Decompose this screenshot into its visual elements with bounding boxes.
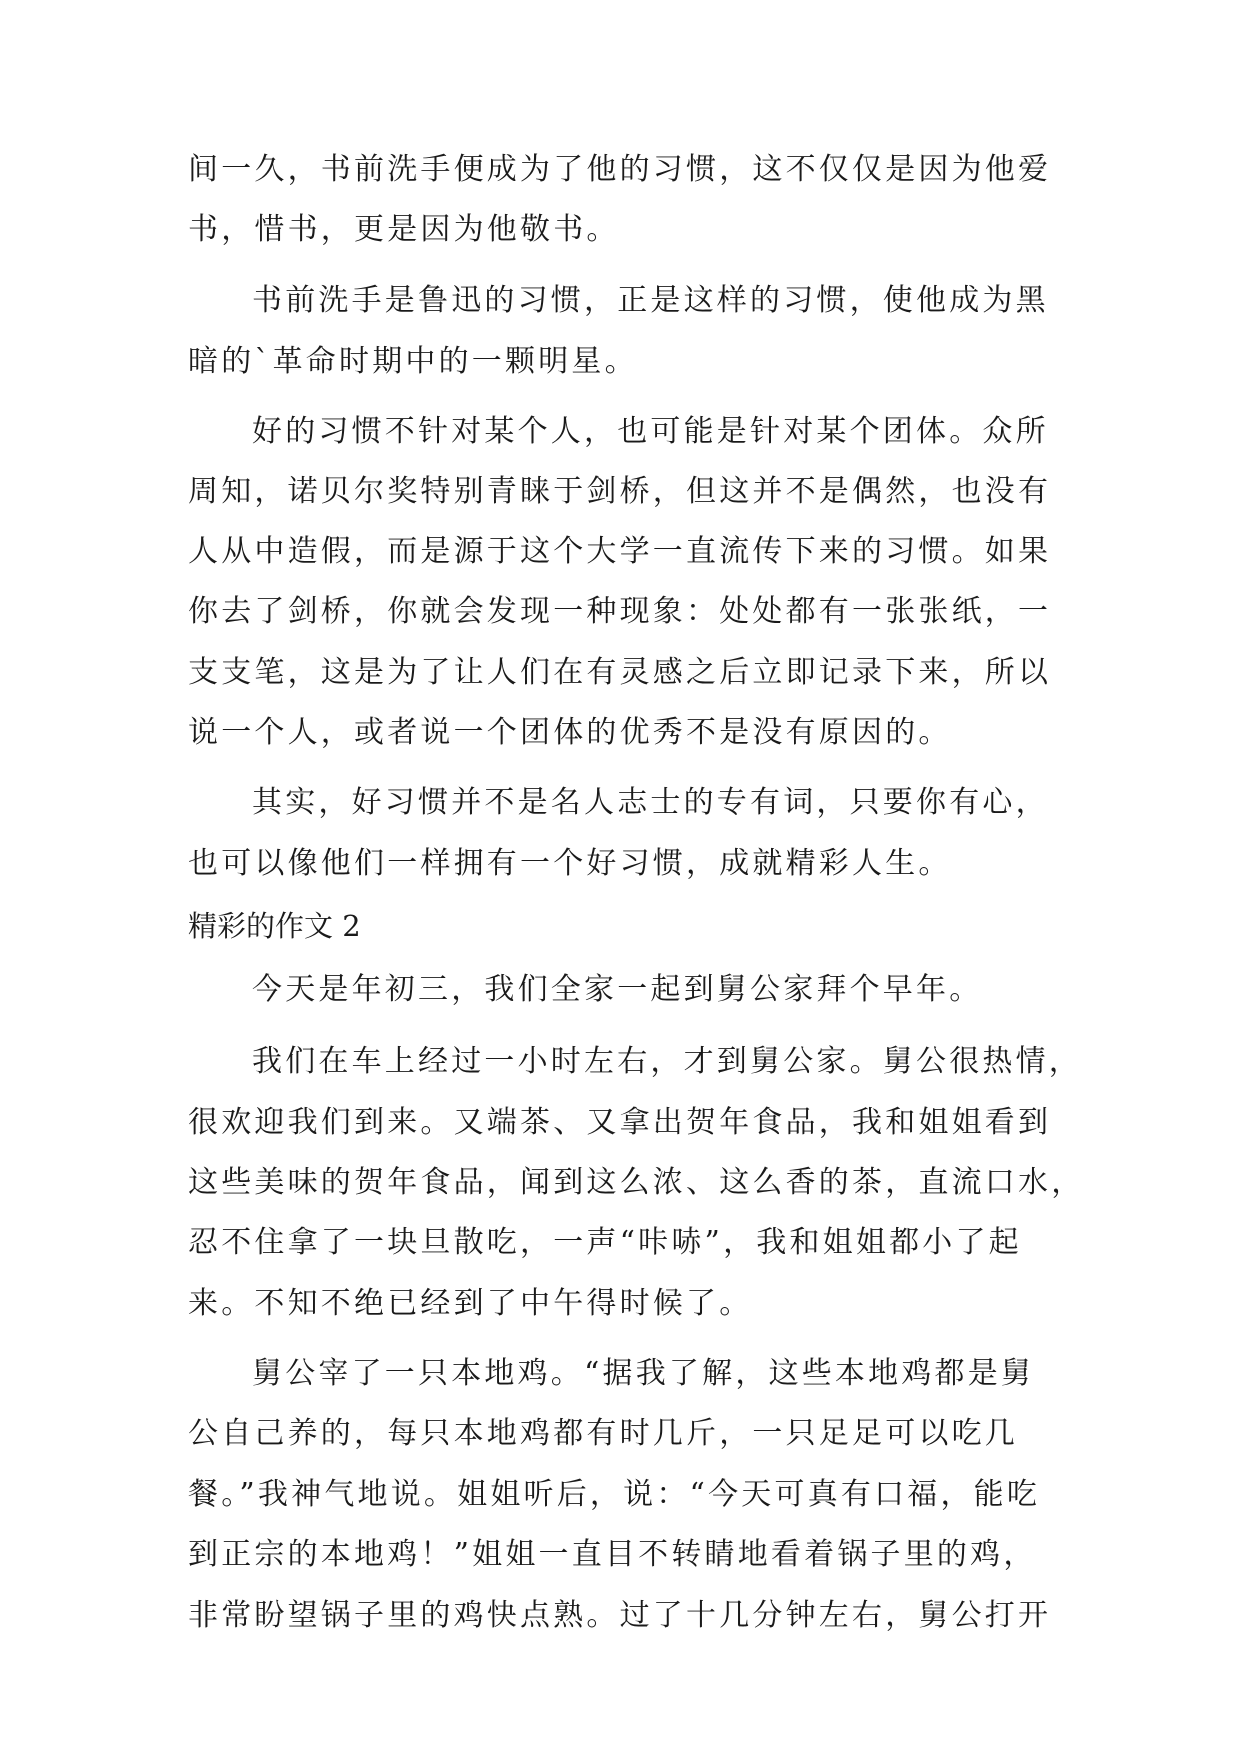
text-line: 人从中造假，而是源于这个大学一直流传下来的习惯。如果 [188,534,1052,569]
text-line: 今天是年初三，我们全家一起到舅公家拜个早年。 [252,972,983,1007]
text-line: 餐。”我神气地说。姐姐听后，说：“今天可真有口福，能吃 [188,1477,1041,1512]
text-line: 到正宗的本地鸡！”姐姐一直目不转睛地看着锅子里的鸡， [188,1537,1037,1572]
text-line: 非常盼望锅子里的鸡快点熟。过了十几分钟左右，舅公打开 [188,1598,1052,1633]
text-line: 你去了剑桥，你就会发现一种现象：处处都有一张张纸，一 [188,594,1052,629]
text-line: 舅公宰了一只本地鸡。“据我了解，这些本地鸡都是舅 [252,1356,1035,1391]
text-line: 也可以像他们一样拥有一个好习惯，成就精彩人生。 [188,846,952,881]
text-line: 这些美味的贺年食品，闻到这么浓、这么香的茶，直流口水， [188,1165,1085,1200]
text-line: 公自己养的，每只本地鸡都有时几斤，一只足足可以吃几 [188,1416,1018,1451]
text-line: 书，惜书，更是因为他敬书。 [188,212,620,247]
text-line: 其实，好习惯并不是名人志士的专有词，只要你有心， [252,785,1049,820]
text-line: 书前洗手是鲁迅的习惯，正是这样的习惯，使他成为黑 [252,283,1049,318]
text-line: 忍不住拿了一块旦散吃，一声“咔哧”，我和姐姐都小了起 [188,1225,1022,1260]
text-line: 好的习惯不针对某个人，也可能是针对某个团体。众所 [252,414,1049,449]
text-line: 暗的`革命时期中的一颗明星。 [188,344,638,379]
text-line: 间一久，书前洗手便成为了他的习惯，这不仅仅是因为他爱 [188,152,1052,187]
text-line: 周知，诺贝尔奖特别青睐于剑桥，但这并不是偶然，也没有 [188,474,1052,509]
text-line: 支支笔，这是为了让人们在有灵感之后立即记录下来，所以 [188,655,1052,690]
text-line: 我们在车上经过一小时左右，才到舅公家。舅公很热情， [252,1044,1082,1079]
section-heading: 精彩的作文 2 [188,909,361,943]
text-line: 很欢迎我们到来。又端茶、又拿出贺年食品，我和姐姐看到 [188,1105,1052,1140]
text-line: 来。不知不绝已经到了中午得时候了。 [188,1286,753,1321]
text-line: 说一个人，或者说一个团体的优秀不是没有原因的。 [188,715,952,750]
